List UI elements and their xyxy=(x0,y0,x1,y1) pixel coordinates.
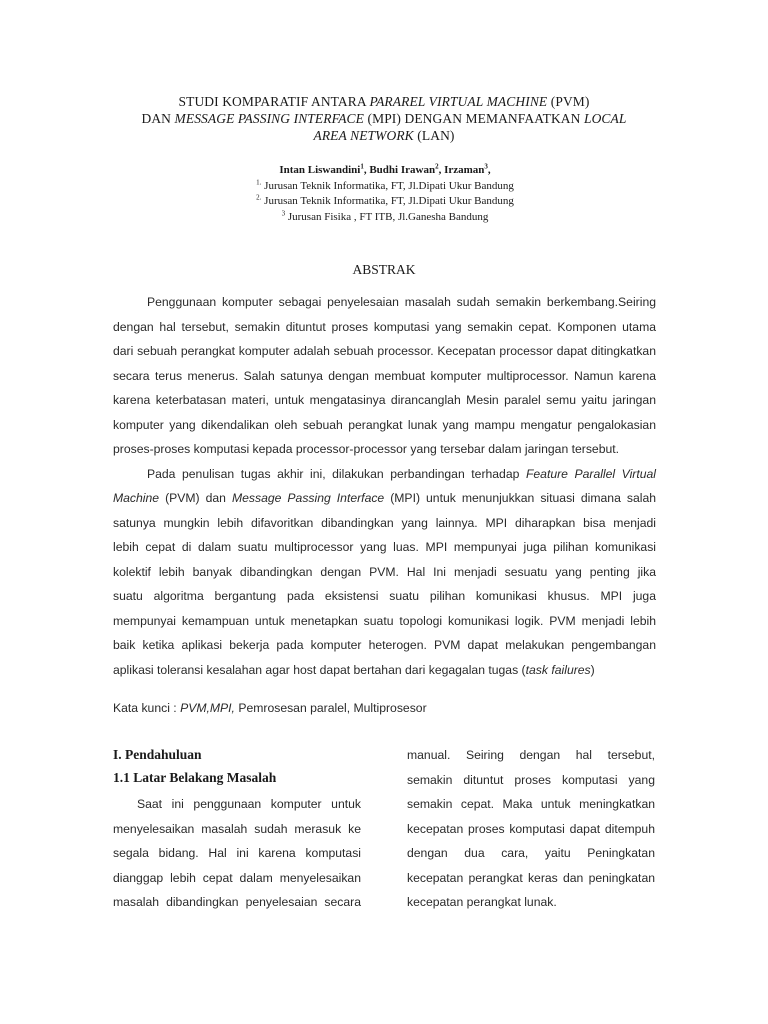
abstract-paragraph-1 xyxy=(113,290,656,462)
title-line-2: DAN MESSAGE PASSING INTERFACE (MPI) DENGAN MEMANFAATKAN LOCAL xyxy=(141,111,627,126)
abstract-line: karena keterbatasan materi, untuk mengatasinya dirancanglah Mesin paralel semu yaitu jaringan xyxy=(113,393,656,407)
keywords-rest: Pemrosesan paralel, Multiprosesor xyxy=(234,701,427,715)
abstract-line: proses-proses komputasi kepada processor-processor yang tersebar dalam jaringan tersebut. xyxy=(113,442,620,456)
body-line: kecepatan proses komputasi dapat ditempuh xyxy=(407,821,655,836)
abstract-line: dari sebuah perangkat komputer adalah sebuah processor. Kecepatan processor dapat ditingkatkan xyxy=(113,344,656,358)
affiliation-3: $^3$ Jurusan Fisika , FT ITB, Jl.Ganesha Bandung xyxy=(281,208,489,223)
abstract-line: suatu algoritma bergantung pada eksistensi suatu pilihan komunikasi khusus. MPI juga xyxy=(113,589,656,603)
body-line: segala bidang. Hal ini karena komputasi xyxy=(113,846,361,860)
abstract-heading: ABSTRAK xyxy=(352,262,416,277)
body-line: menyelesaikan masalah sudah merasuk ke xyxy=(113,821,361,836)
abstract-line: Machine (PVM) dan Message Passing Interface (MPI) untuk menunjukkan situasi dimana salah xyxy=(113,491,656,505)
left-column-body xyxy=(113,792,361,915)
left-column xyxy=(113,744,361,915)
section-heading: I. Pendahuluan xyxy=(113,747,202,762)
abstract-line: aplikasi toleransi kesalahan agar host dapat bertahan dari kegagalan tugas (task failures) xyxy=(113,662,595,677)
affiliation-2: $^{2.}$ Jurusan Teknik Informatika, FT, Jl.Dipati Ukur Bandung xyxy=(256,193,514,207)
author-block xyxy=(200,163,570,225)
body-line: dengan dua cara, yaitu Peningkatan xyxy=(407,846,655,860)
abstract-line: satunya mungkin lebih difavoritkan dibandingkan yang lainnya. MPI diharapkan bisa menjadi xyxy=(113,515,656,530)
title-line-1: STUDI KOMPARATIF ANTARA PARAREL VIRTUAL MACHINE (PVM) xyxy=(178,94,590,109)
abstract-paragraph-2 xyxy=(113,462,656,683)
body-line: kecepatan perangkat lunak. xyxy=(407,895,557,909)
abstract-body xyxy=(113,290,656,682)
abstract-line: Penggunaan komputer sebagai penyelesaian masalah sudah semakin berkembang.Seiring xyxy=(147,295,656,309)
abstract-line: dengan hal tersebut, semakin dituntut proses komputasi yang semakin cepat. Komponen utama xyxy=(113,319,656,334)
keywords-line xyxy=(113,698,656,718)
affiliation-1: $^{1.}$ Jurusan Teknik Informatika, FT, Jl.Dipati Ukur Bandung xyxy=(256,177,514,192)
keywords-label: Kata kunci : xyxy=(113,701,181,715)
body-line: Saat ini penggunaan komputer untuk xyxy=(137,797,361,811)
abstract-line: komputer yang dikendalikan oleh sebuah perangkat lunak yang mampu mengatur pengalokasian xyxy=(113,417,656,432)
abstract-line: lebih cepat di dalam suatu multiprocessor yang luas. MPI mempunyai juga pilihan komunikasi xyxy=(113,540,656,554)
abstract-line: baik ketika aplikasi bekerja pada komputer heterogen. PVM dapat melakukan pengembangan xyxy=(113,638,656,652)
body-line: kecepatan perangkat keras dan peningkatan xyxy=(407,870,655,885)
body-line: dianggap lebih cepat dalam menyelesaikan xyxy=(113,870,361,885)
title-line-3: AREA NETWORK (LAN) xyxy=(313,128,455,143)
abstract-line: Pada penulisan tugas akhir ini, dilakukan perbandingan terhadap Feature Parallel Virtual xyxy=(147,466,656,481)
body-line: masalah dibandingkan penyelesaian secara xyxy=(113,895,361,909)
body-line: semakin cepat. Maka untuk meningkatkan xyxy=(407,797,655,811)
abstract-line: kolektif lebih banyak dibandingkan dengan PVM. Hal Ini menjadi sesuatu yang penting jika xyxy=(113,564,656,579)
abstract-line: secara terus menerus. Salah satunya dengan membuat komputer multiprocessor. Namun karena xyxy=(113,368,656,383)
subsection-heading: 1.1 Latar Belakang Masalah xyxy=(113,770,277,785)
keywords-italic: PVM,MPI, xyxy=(180,701,235,715)
body-line: semakin dituntut proses komputasi yang xyxy=(407,772,655,787)
right-column xyxy=(407,743,655,915)
abstract-line: mempunyai kemampuan untuk menetapkan suatu topologi komunikasi logik. PVM menjadi lebih xyxy=(113,613,656,628)
author-names: Intan Liswandini$^1$, Budhi Irawan$^2$, Irzaman$^3$, xyxy=(279,162,491,176)
body-line: manual. Seiring dengan hal tersebut, xyxy=(407,748,655,762)
paper-title xyxy=(100,93,668,144)
